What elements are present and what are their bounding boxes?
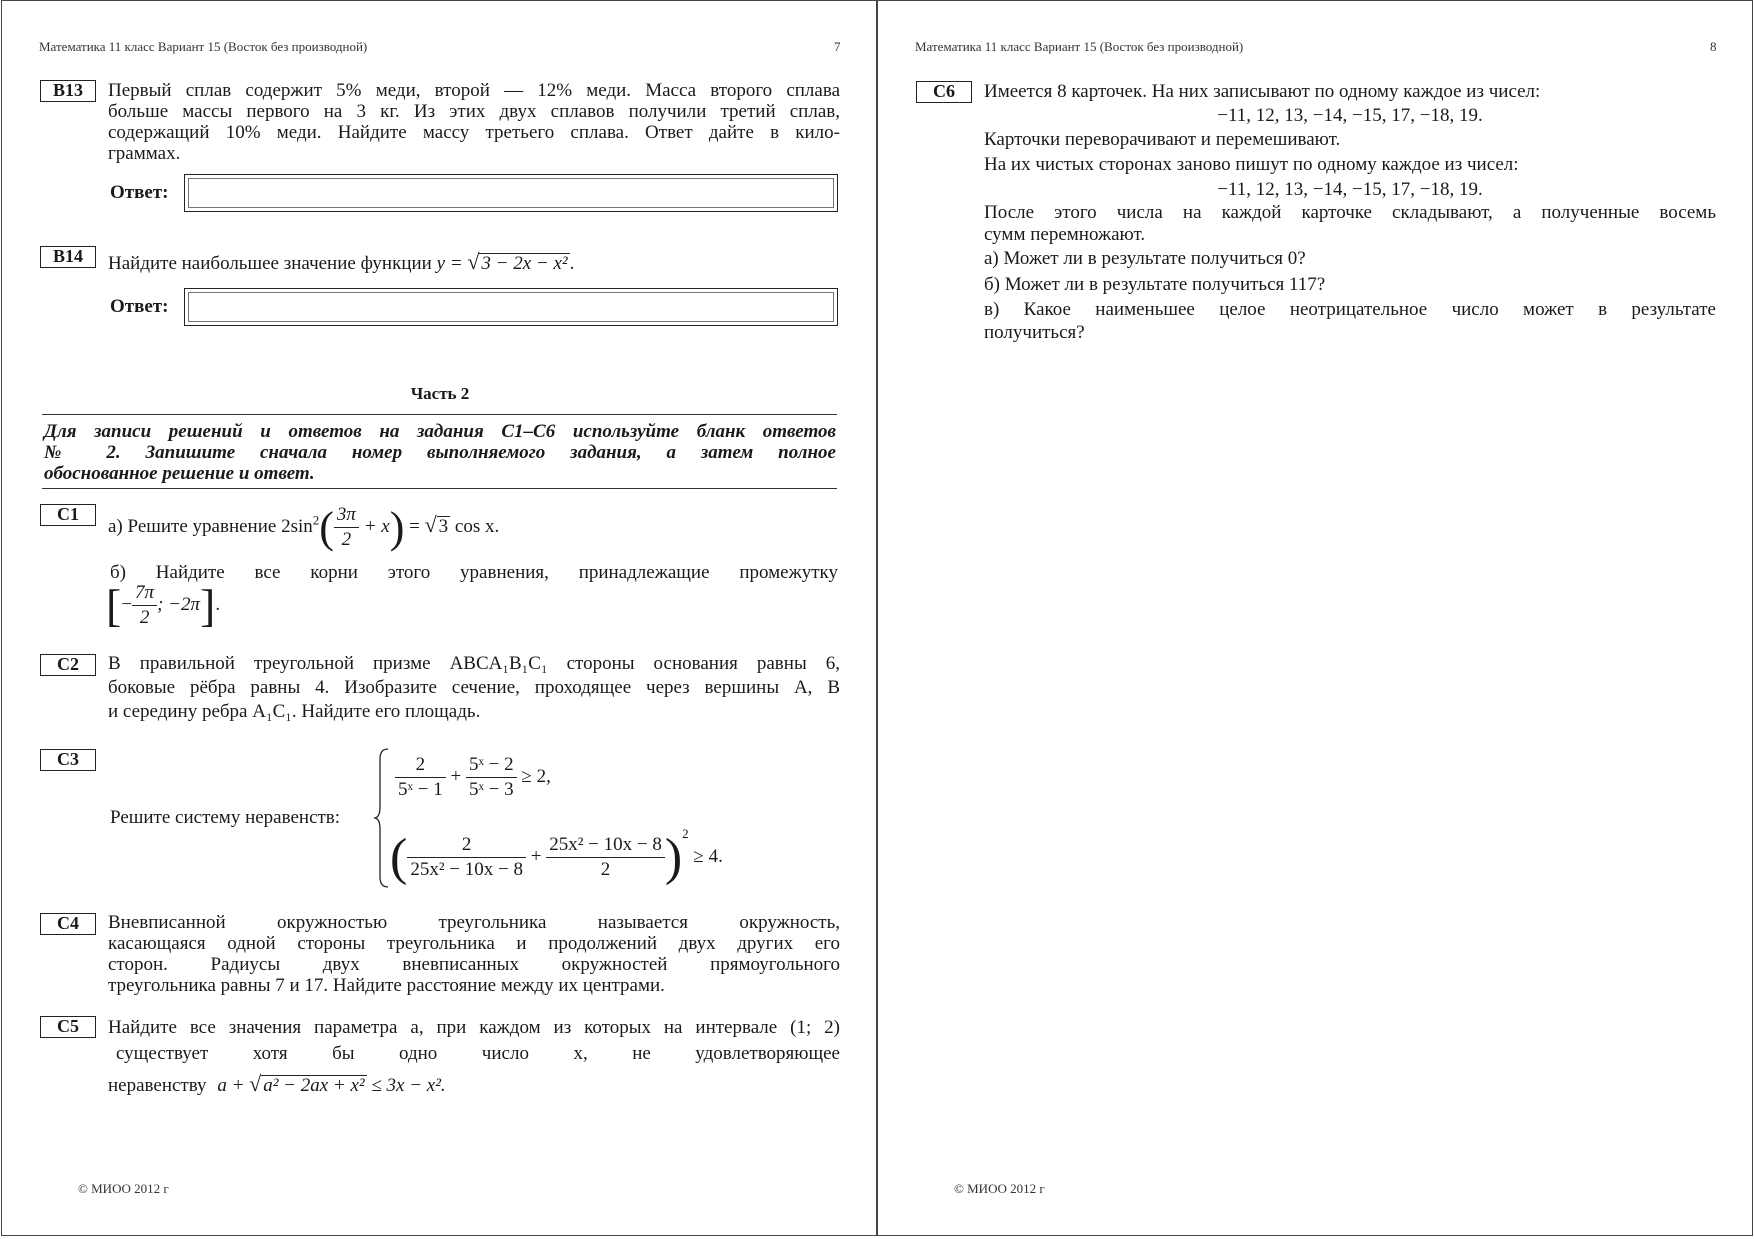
task-c2-text: [108, 652, 840, 724]
task-label-c4: C4: [40, 913, 96, 935]
answer-field-b13[interactable]: [184, 174, 838, 212]
text-line: На их чистых сторонах заново пишут по одному каждое из чисел:: [984, 154, 1519, 175]
page-header-title: Математика 11 класс Вариант 15 (Восток без производной): [39, 39, 368, 54]
part2-instructions: [44, 421, 836, 484]
task-label-b13: B13: [40, 80, 96, 102]
question-b: б) Может ли в результате получиться 117?: [984, 274, 1326, 295]
task-label-b14: B14: [40, 246, 96, 268]
c1-interval: [− $\frac{7\pi}{2}$ ; −2π].: [106, 580, 221, 631]
text-line: касающаяся одной стороны треугольника и продолжений двух других его: [108, 933, 840, 954]
task-label-c1: C1: [40, 504, 96, 526]
numbers-line: −11, 12, 13, −14, −15, 17, −18, 19.: [1217, 179, 1483, 200]
page-number: 7: [834, 39, 841, 54]
c1-interval-fraction: $\frac{7\pi}{2}$: [132, 581, 157, 630]
task-b13-text: [108, 80, 840, 164]
question-a: а) Может ли в результате получиться 0?: [984, 248, 1306, 269]
divider: [42, 488, 837, 489]
text-line: Найдите все значения параметра a, при каждом из которых на интервале (1; 2): [108, 1017, 840, 1038]
task-c5-text: [108, 1015, 840, 1103]
text-line: В правильной треугольной призме ABCA₁B₁C₁ стороны основания равны 6,: [108, 653, 840, 674]
task-b14-text: Найдите наибольшее значение функции y = √ 3 − 2x − x² .: [108, 249, 575, 274]
text-line: После этого числа на каждой карточке складывают, а полученные восемь: [984, 202, 1716, 223]
text-line: существует хотя бы одно число x, не удовлетворяющее: [116, 1043, 840, 1064]
text-line: больше массы первого на 3 кг. Из этих двух сплавов получили третий сплав,: [108, 101, 840, 122]
b14-formula-y: y =: [436, 253, 463, 274]
page-footer: © МИОО 2012 г: [954, 1181, 1045, 1196]
instruction-line: обоснованное решение и ответ.: [44, 463, 315, 484]
text-line: сумм перемножают.: [984, 224, 1146, 245]
sqrt-sign-icon: √: [424, 511, 437, 537]
answer-field-b14[interactable]: [184, 288, 838, 326]
task-c4-text: [108, 912, 840, 996]
c1-part-a: а) Решите уравнение $2\sin^2$( $\frac{3\pi}{2}$ + x) = √ 3 cos x.: [108, 503, 500, 552]
text-line: Имеется 8 карточек. На них записывают по одному каждое из чисел:: [984, 81, 1541, 102]
part2-title: Часть 2: [410, 384, 470, 403]
text-line: Карточки переворачивают и перемешивают.: [984, 129, 1341, 150]
text-line: треугольника равны 7 и 17. Найдите расстояние между их центрами.: [108, 975, 665, 996]
b14-text: Найдите наибольшее значение функции: [108, 253, 432, 274]
divider: [42, 414, 837, 415]
page-right: [877, 0, 1753, 1236]
c1-sqrt3: 3: [438, 515, 449, 537]
numbers-line: −11, 12, 13, −14, −15, 17, −18, 19.: [1217, 105, 1483, 126]
c1-plus-x: + x: [363, 515, 390, 537]
text-line: сторон. Радиусы двух вневписанных окружностей прямоугольного: [108, 954, 840, 975]
task-c6-text: [984, 80, 1716, 344]
c3-inequality-1: $\frac{2}{\text{5ˣ − 1}}$ + $\frac{\text{5ˣ − 2}}{\text{5ˣ − 3}}$ ≥ 2,: [395, 753, 551, 802]
task-label-c5: C5: [40, 1016, 96, 1038]
text-line: Вневписанной окружностью треугольника называется окружность,: [108, 912, 840, 933]
c1-equals: =: [409, 515, 420, 537]
c1-cos: cos x.: [454, 515, 500, 537]
page-header-title: Математика 11 класс Вариант 15 (Восток без производной): [915, 39, 1244, 54]
page-footer: © МИОО 2012 г: [78, 1181, 169, 1196]
c1-part-b: б) Найдите все корни этого уравнения, принадлежащие промежутку: [110, 562, 838, 583]
page-left: [1, 0, 877, 1236]
c1-interval-rest: ; −2π: [157, 593, 200, 615]
b14-radicand: 3 − 2x − x²: [481, 253, 568, 274]
task-label-c6: C6: [916, 81, 972, 103]
answer-label-b13: Ответ:: [110, 182, 169, 203]
text-line: граммах.: [108, 143, 181, 164]
question-c: в) Какое наименьшее целое неотрицательное число может в результате: [984, 299, 1716, 320]
page-number: 8: [1710, 39, 1717, 54]
instruction-line: № 2. Запишите сначала номер выполняемого задания, а затем полное: [44, 442, 836, 463]
answer-label-b14: Ответ:: [110, 296, 169, 317]
text-line: Первый сплав содержит 5% меди, второй — 12% меди. Масса второго сплава: [108, 80, 840, 101]
instruction-line: Для записи решений и ответов на задания С1–С6 используйте бланк ответов: [44, 421, 836, 442]
task-label-c2: C2: [40, 654, 96, 676]
c3-text: Решите систему неравенств:: [110, 807, 341, 828]
task-label-c3: C3: [40, 749, 96, 771]
system-brace-icon: [372, 747, 392, 889]
sqrt-sign-icon: √: [249, 1071, 262, 1096]
sqrt-sign-icon: √: [467, 249, 480, 274]
question-c-cont: получиться?: [984, 322, 1085, 343]
text-line: боковые рёбра равны 4. Изобразите сечение, проходящее через вершины A, B: [108, 677, 840, 698]
c1-part-a-prefix: а) Решите уравнение 2sin: [108, 515, 313, 537]
c1-fraction: $\frac{3\pi}{2}$: [334, 503, 359, 552]
text-line: содержащий 10% меди. Найдите массу третьего сплава. Ответ дайте в кило-: [108, 122, 840, 143]
text-line: и середину ребра A₁C₁. Найдите его площадь.: [108, 701, 481, 722]
c3-inequality-2: ( $\frac{2}{\text{25x² − 10x − 8}}$ + $\frac{\text{25x² − 10x − 8}}{2}$ )$^2$ ≥ 4.: [390, 826, 723, 887]
c5-inequality: неравенству a + √ a² − 2ax + x² ≤ 3x − x².: [108, 1071, 446, 1096]
